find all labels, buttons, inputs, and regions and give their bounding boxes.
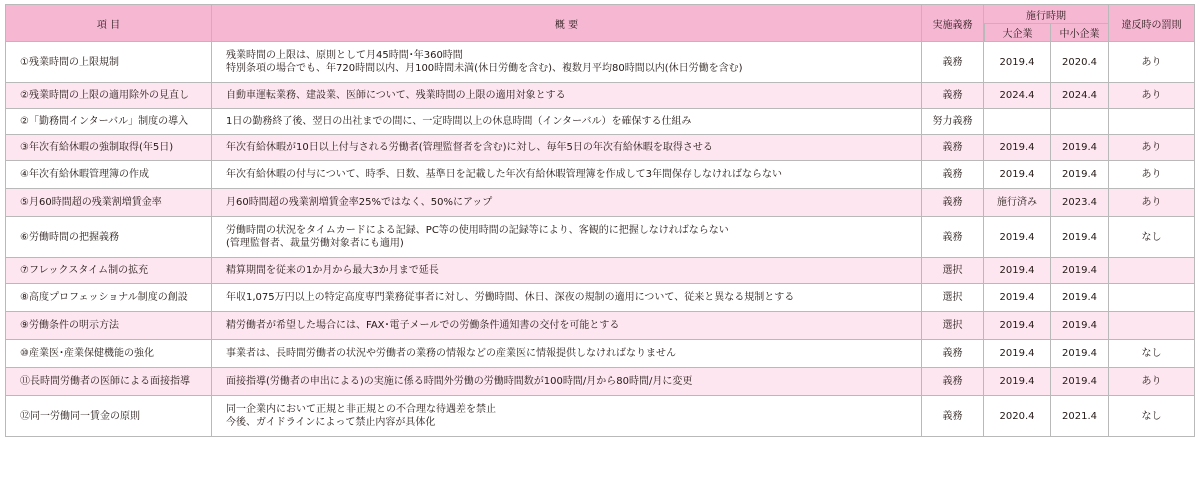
row-obligation: 選択 <box>922 312 984 340</box>
row-obligation: 努力義務 <box>922 109 984 135</box>
row-description <box>212 83 922 109</box>
desc-line: 特別条項の場合でも、年720時間以内、月100時間未満(休日労働を含む)、複数月平均80時間以内(休日労働を含む) <box>226 63 743 74</box>
row-description <box>212 368 922 396</box>
row-penalty: なし <box>1109 340 1195 368</box>
row-description <box>212 42 922 83</box>
desc-line: 今後、ガイドラインによって禁止内容が具体化 <box>226 417 436 428</box>
row-penalty: あり <box>1109 135 1195 161</box>
table-row <box>5 83 1195 109</box>
row-item: ⑥労働時間の把握義務 <box>5 217 212 258</box>
row-penalty: なし <box>1109 396 1195 437</box>
row-item: ④年次有給休暇管理簿の作成 <box>5 161 212 189</box>
header-large: 大企業 <box>984 24 1051 42</box>
header-summary: 概 要 <box>212 4 922 42</box>
row-sme: 2021.4 <box>1051 396 1109 437</box>
row-penalty <box>1109 284 1195 312</box>
work-style-reform-table <box>5 4 1195 437</box>
row-sme: 2019.4 <box>1051 258 1109 284</box>
row-sme: 2019.4 <box>1051 217 1109 258</box>
row-obligation: 義務 <box>922 161 984 189</box>
row-large: 2019.4 <box>984 42 1051 83</box>
row-item: ⑨労働条件の明示方法 <box>5 312 212 340</box>
row-penalty: なし <box>1109 217 1195 258</box>
desc-line: 精算期間を従来の1か月から最大3か月まで延長 <box>226 265 439 276</box>
row-sme: 2019.4 <box>1051 340 1109 368</box>
table-row <box>5 161 1195 189</box>
row-obligation: 義務 <box>922 368 984 396</box>
row-item: ⑩産業医･産業保健機能の強化 <box>5 340 212 368</box>
row-item: ②残業時間の上限の適用除外の見直し <box>5 83 212 109</box>
row-penalty: あり <box>1109 189 1195 217</box>
row-description <box>212 135 922 161</box>
table-row <box>5 109 1195 135</box>
row-obligation: 義務 <box>922 217 984 258</box>
table-row <box>5 42 1195 83</box>
header-enforcement: 施行時期 <box>984 4 1109 24</box>
row-obligation: 選択 <box>922 284 984 312</box>
desc-line: 年収1,075万円以上の特定高度専門業務従事者に対し、労働時間、休日、深夜の規制の適用について、従来と異なる規制とする <box>226 292 795 303</box>
desc-line: (管理監督者、裁量労働対象者にも適用) <box>226 238 404 249</box>
row-sme: 2020.4 <box>1051 42 1109 83</box>
desc-line: 1日の勤務終了後、翌日の出社までの間に、一定時間以上の休息時間（インターバル）を確保する仕組み <box>226 116 692 127</box>
row-penalty: あり <box>1109 42 1195 83</box>
row-penalty: あり <box>1109 83 1195 109</box>
row-large: 2019.4 <box>984 135 1051 161</box>
regulation-table-container <box>5 4 1195 437</box>
row-penalty: あり <box>1109 368 1195 396</box>
header-sme: 中小企業 <box>1051 24 1109 42</box>
row-obligation: 義務 <box>922 340 984 368</box>
desc-line: 精労働者が希望した場合には、FAX･電子メールでの労働条件通知書の交付を可能とする <box>226 320 620 331</box>
table-row <box>5 258 1195 284</box>
table-row <box>5 396 1195 437</box>
row-large: 2019.4 <box>984 340 1051 368</box>
row-item: ③年次有給休暇の強制取得(年5日) <box>5 135 212 161</box>
row-sme: 2019.4 <box>1051 135 1109 161</box>
row-large: 2019.4 <box>984 258 1051 284</box>
table-row <box>5 217 1195 258</box>
row-large: 2019.4 <box>984 368 1051 396</box>
header-penalty: 違反時の罰則 <box>1109 4 1195 42</box>
row-description <box>212 217 922 258</box>
row-obligation: 義務 <box>922 189 984 217</box>
row-sme: 2019.4 <box>1051 312 1109 340</box>
desc-line: 年次有給休暇が10日以上付与される労働者(管理監督者を含む)に対し、毎年5日の年次有給休暇を取得させる <box>226 142 713 153</box>
row-large: 施行済み <box>984 189 1051 217</box>
row-sme: 2019.4 <box>1051 161 1109 189</box>
row-sme: 2024.4 <box>1051 83 1109 109</box>
table-row <box>5 340 1195 368</box>
row-large <box>984 109 1051 135</box>
table-row <box>5 312 1195 340</box>
desc-line: 月60時間超の残業割増賃金率25%ではなく、50%にアップ <box>226 197 493 208</box>
desc-line: 年次有給休暇の付与について、時季、日数、基準日を記載した年次有給休暇管理簿を作成して3年間保存しなければならない <box>226 169 782 180</box>
row-description <box>212 284 922 312</box>
row-item: ①残業時間の上限規制 <box>5 42 212 83</box>
table-row <box>5 284 1195 312</box>
row-large: 2019.4 <box>984 161 1051 189</box>
row-large: 2019.4 <box>984 217 1051 258</box>
row-obligation: 義務 <box>922 42 984 83</box>
desc-line: 事業者は、長時間労働者の状況や労働者の業務の情報などの産業医に情報提供しなければなりません <box>226 348 676 359</box>
header-row-1 <box>5 4 1195 24</box>
row-item: ⑧高度プロフェッショナル制度の創設 <box>5 284 212 312</box>
row-sme: 2019.4 <box>1051 284 1109 312</box>
row-large: 2019.4 <box>984 284 1051 312</box>
row-penalty: あり <box>1109 161 1195 189</box>
desc-line: 面接指導(労働者の申出による)の実施に係る時間外労働の労働時間数が100時間/月から80時間/月に変更 <box>226 376 693 387</box>
row-large: 2019.4 <box>984 312 1051 340</box>
row-item: ②「勤務間インターバル」制度の導入 <box>5 109 212 135</box>
row-obligation: 選択 <box>922 258 984 284</box>
row-penalty <box>1109 109 1195 135</box>
row-obligation: 義務 <box>922 83 984 109</box>
row-description <box>212 340 922 368</box>
row-sme: 2023.4 <box>1051 189 1109 217</box>
row-description <box>212 109 922 135</box>
desc-line: 労働時間の状況をタイムカードによる記録、PC等の使用時間の記録等により、客観的に把握しなければならない <box>226 225 729 236</box>
desc-line: 同一企業内において正規と非正規との不合理な待遇差を禁止 <box>226 404 496 415</box>
row-description <box>212 396 922 437</box>
desc-line: 自動車運転業務、建設業、医師について、残業時間の上限の適用対象とする <box>226 90 566 101</box>
row-item: ⑦フレックスタイム制の拡充 <box>5 258 212 284</box>
row-obligation: 義務 <box>922 396 984 437</box>
row-item: ⑪長時間労働者の医師による面接指導 <box>5 368 212 396</box>
table-row <box>5 368 1195 396</box>
table-row <box>5 189 1195 217</box>
row-description <box>212 258 922 284</box>
row-sme: 2019.4 <box>1051 368 1109 396</box>
row-description <box>212 189 922 217</box>
row-item: ⑤月60時間超の残業割増賃金率 <box>5 189 212 217</box>
row-large: 2024.4 <box>984 83 1051 109</box>
row-description <box>212 312 922 340</box>
row-penalty <box>1109 258 1195 284</box>
desc-line: 残業時間の上限は、原則として月45時間･年360時間 <box>226 50 463 61</box>
table-row <box>5 135 1195 161</box>
header-obligation: 実施義務 <box>922 4 984 42</box>
row-large: 2020.4 <box>984 396 1051 437</box>
row-sme <box>1051 109 1109 135</box>
row-obligation: 義務 <box>922 135 984 161</box>
header-item: 項 目 <box>5 4 212 42</box>
row-penalty <box>1109 312 1195 340</box>
row-description <box>212 161 922 189</box>
row-item: ⑫同一労働同一賃金の原則 <box>5 396 212 437</box>
